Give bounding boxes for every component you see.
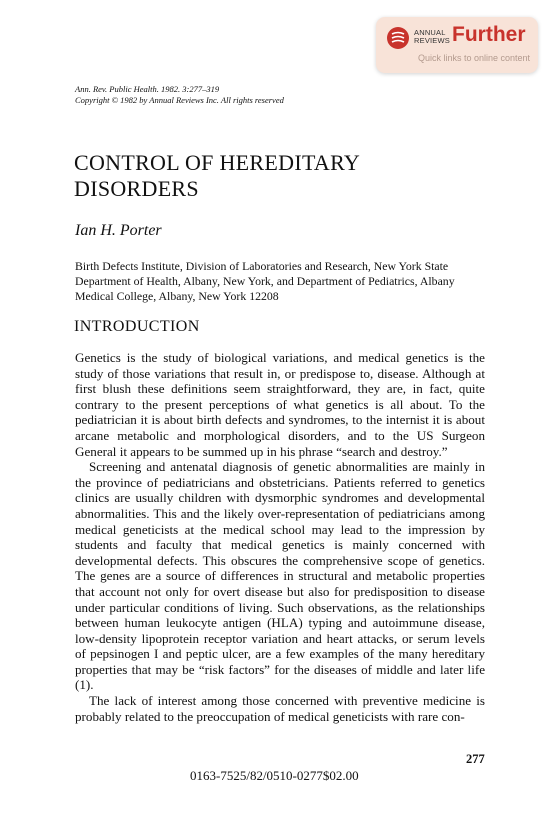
paragraph: Genetics is the study of biological variations, and medical genetics is the study of those variations that result in, or predispose to, disease. Although at first blush these definitions seem straightforward, they are, in fact, quite contrary to the present perceptions of what genetics is all about. To the pediatrician it is about birth defects and syndromes, to the internist it is about arcane metabolic and morphological disorders, and to the US Surgeon General it appears to be summed up in his phrase “search and destroy.” [75,350,485,459]
further-links-badge[interactable] [376,17,538,73]
page-number: 277 [466,752,485,766]
badge-annual-reviews-label: ANNUAL REVIEWS [414,28,450,45]
article-code: 0163-7525/82/0510-0277$02.00 [190,768,359,783]
author-name: Ian H. Porter [75,222,162,239]
annual-reviews-logo-icon [386,26,410,50]
badge-subtitle: Quick links to online content [418,53,531,63]
paragraph: The lack of interest among those concerned with preventive medicine is probably related to the preoccupation of medical geneticists with rare con- [75,693,485,724]
citation-line: Ann. Rev. Public Health. 1982. 3:277–319 [75,84,220,94]
badge-further-label[interactable]: Further [452,23,526,46]
paragraph: Screening and antenatal diagnosis of genetic abnormalities are mainly in the province of pediatricians and obstetricians. Patients referred to genetics clinics are usually children with dysmorphic syndromes and developmental abnormalities. This and the likely over-representation of pediatricians among medical geneticists at the medical school may lead to the impression by students and faculty that medical genetics is mainly concerned with developmental defects. This obscures the comprehensive scope of genetics. The genes are a source of differences in structural and metabolic properties that account not only for overt disease but also for predisposition to disease under particular conditions of living. Such observations, as the relationships between human leukocyte antigen (HLA) typing and autoimmune disease, low-density lipoprotein receptor variation and heart attacks, or serum levels of pepsinogen I and peptic ulcer, are a few examples of the many hereditary properties that may be “risk factors” for the diseases of middle and later life (1). [75,459,485,693]
section-heading: INTRODUCTION [74,318,200,335]
author-affiliation: Birth Defects Institute, Division of Laboratories and Research, New York State Department of Health, Albany, New York, and Department of Pediatrics, Albany Medical College, Albany, New York 12208 [75,259,455,303]
article-title: CONTROL OF HEREDITARY DISORDERS [74,150,361,201]
body-text [75,350,485,724]
copyright-line: Copyright © 1982 by Annual Reviews Inc. All rights reserved [75,94,284,105]
journal-citation [75,84,284,105]
